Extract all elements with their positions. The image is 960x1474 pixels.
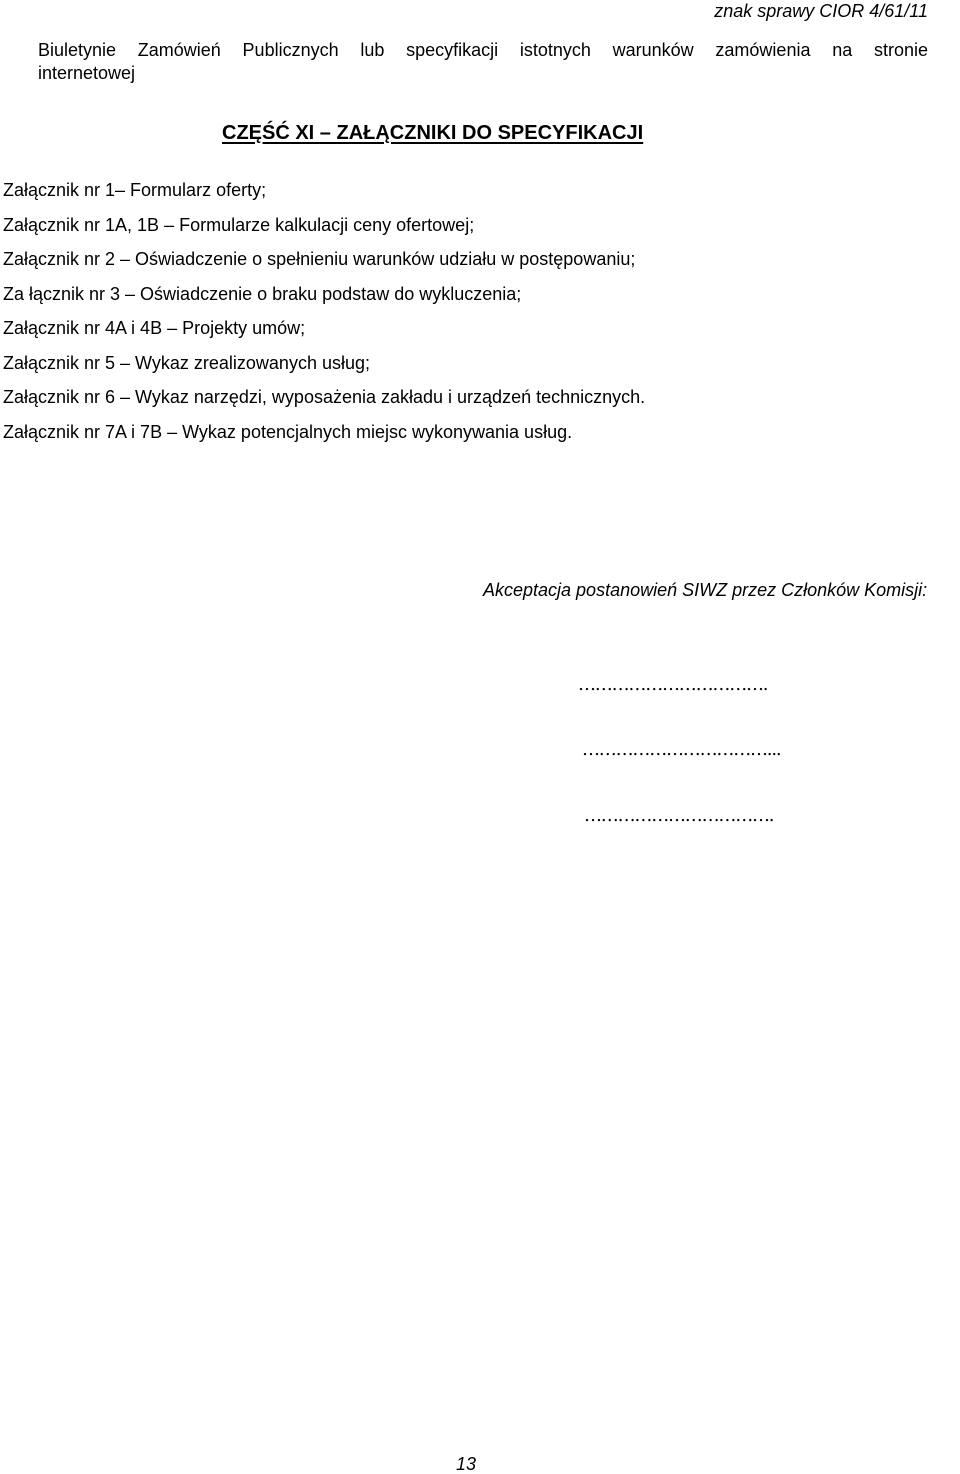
signature-line-3: ……………………………. xyxy=(584,805,774,826)
intro-line-2: internetowej xyxy=(38,63,136,83)
attachment-item: Załącznik nr 4A i 4B – Projekty umów; xyxy=(3,318,306,338)
section-title: CZĘŚĆ XI – ZAŁĄCZNIKI DO SPECYFIKACJI xyxy=(222,122,644,144)
attachment-item: Załącznik nr 5 – Wykaz zrealizowanych usług; xyxy=(3,352,370,373)
page-number: 13 xyxy=(456,1454,477,1474)
attachment-item: Załącznik nr 7A i 7B – Wykaz potencjalnych miejsc wykonywania usług. xyxy=(3,421,573,442)
signature-line-1: ……………………………. xyxy=(578,674,768,695)
acceptance-label: Akceptacja postanowień SIWZ przez Członków Komisji: xyxy=(483,580,928,600)
attachment-item: Załącznik nr 6 – Wykaz narzędzi, wyposażenia zakładu i urządzeń technicznych. xyxy=(3,387,646,407)
attachment-item: Załącznik nr 1A, 1B – Formularze kalkulacji ceny ofertowej; xyxy=(3,214,475,235)
intro-paragraph xyxy=(38,39,928,85)
case-reference: znak sprawy CIOR 4/61/11 xyxy=(714,1,928,21)
attachment-item: Załącznik nr 1– Formularz oferty; xyxy=(3,180,267,200)
intro-line-1: Biuletynie Zamówień Publicznych lub specyfikacji istotnych warunków zamówienia na stronie xyxy=(38,40,928,60)
attachments-list xyxy=(3,179,645,455)
attachment-item: Za łącznik nr 3 – Oświadczenie o braku podstaw do wykluczenia; xyxy=(3,283,522,304)
signature-line-2: ……………………………... xyxy=(582,739,781,760)
attachment-item: Załącznik nr 2 – Oświadczenie o spełnieniu warunków udziału w postępowaniu; xyxy=(3,249,636,269)
